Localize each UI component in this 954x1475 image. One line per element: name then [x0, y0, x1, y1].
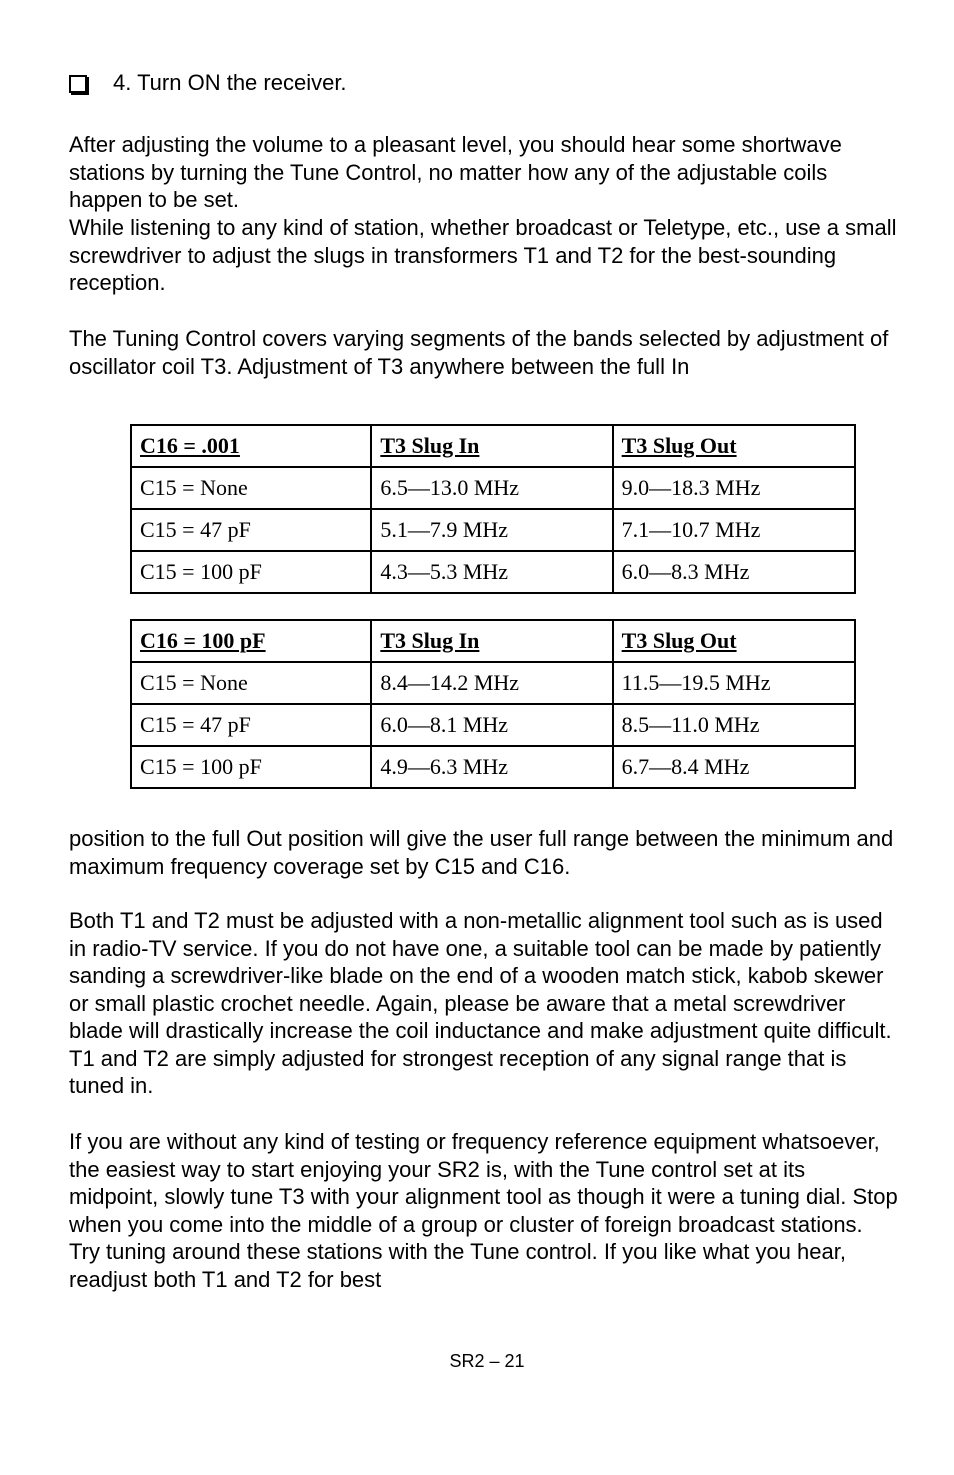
frequency-table-c16-001 — [130, 424, 856, 594]
paragraph-adjust-slugs: While listening to any kind of station, whether broadcast or Teletype, etc., use a small screwdriver to adjust the slugs in transformers T1 and T2 for the best-sounding reception. — [69, 215, 897, 295]
table-cell: 9.0—18.3 MHz — [613, 467, 855, 509]
paragraph-alignment-tool: Both T1 and T2 must be adjusted with a non-metallic alignment tool such as is used in radio-TV service. If you do not have one, a suitable tool can be made by patiently sanding a screwdriver-like blade on the end of a wooden match stick, kabob skewer or small plastic crochet needle. Again, please be aware that a metal screwdriver blade will drastically increase the coil inductance and make adjustment quite difficult. T1 and T2 are simply adjusted for strongest reception of any signal range that is tuned in. — [69, 908, 892, 1098]
table-header-cell: T3 Slug In — [371, 425, 612, 467]
table-cell: 8.5—11.0 MHz — [613, 704, 855, 746]
table-header-row — [131, 620, 855, 662]
table-row — [131, 467, 855, 509]
frequency-table-c16-100pf — [130, 619, 856, 789]
table-header-cell: T3 Slug Out — [613, 425, 855, 467]
step-text: 4. Turn ON the receiver. — [113, 70, 347, 95]
paragraph-full-range: position to the full Out position will give the user full range between the minimum and maximum frequency coverage set by C15 and C16. — [69, 826, 894, 879]
table-cell: 6.0—8.3 MHz — [613, 551, 855, 593]
table-cell: 8.4—14.2 MHz — [371, 662, 612, 704]
paragraph-getting-started: If you are without any kind of testing or frequency reference equipment whatsoever, the easiest way to start enjoying your SR2 is, with the Tune control set at its midpoint, slowly tune T3 with your alignment tool as though it were a tuning dial. Stop when you come into the middle of a group or cluster of foreign broadcast stations. Try tuning around these stations with the Tune control. If you like what you hear, readjust both T1 and T2 for best — [69, 1129, 898, 1292]
table-cell: 6.5—13.0 MHz — [371, 467, 612, 509]
table-header-cell: C16 = 100 pF — [131, 620, 371, 662]
table-cell: 7.1—10.7 MHz — [613, 509, 855, 551]
table-header-row — [131, 425, 855, 467]
table-cell: 6.0—8.1 MHz — [371, 704, 612, 746]
table-row — [131, 662, 855, 704]
table-cell: 4.9—6.3 MHz — [371, 746, 612, 788]
table-cell: C15 = 100 pF — [131, 551, 371, 593]
table-cell: C15 = None — [131, 467, 371, 509]
table-row — [131, 509, 855, 551]
table-cell: C15 = None — [131, 662, 371, 704]
table-cell: C15 = 47 pF — [131, 509, 371, 551]
table-cell: 4.3—5.3 MHz — [371, 551, 612, 593]
checklist-step — [69, 69, 347, 97]
table-cell: 11.5—19.5 MHz — [613, 662, 855, 704]
table-header-cell: T3 Slug In — [371, 620, 612, 662]
table-header-cell: C16 = .001 — [131, 425, 371, 467]
paragraph-tuning-control: The Tuning Control covers varying segments of the bands selected by adjustment of oscillator coil T3. Adjustment of T3 anywhere between the full In — [69, 326, 889, 379]
table-header-cell: T3 Slug Out — [613, 620, 855, 662]
paragraph-volume: After adjusting the volume to a pleasant level, you should hear some shortwave stations by turning the Tune Control, no matter how any of the adjustable coils happen to be set. — [69, 132, 842, 212]
page-number-footer: SR2 – 21 — [449, 1351, 525, 1371]
table-row — [131, 704, 855, 746]
table-cell: 5.1—7.9 MHz — [371, 509, 612, 551]
table-row — [131, 746, 855, 788]
table-cell: C15 = 47 pF — [131, 704, 371, 746]
table-cell: 6.7—8.4 MHz — [613, 746, 855, 788]
table-cell: C15 = 100 pF — [131, 746, 371, 788]
checkbox-icon[interactable] — [69, 75, 87, 93]
table-row — [131, 551, 855, 593]
